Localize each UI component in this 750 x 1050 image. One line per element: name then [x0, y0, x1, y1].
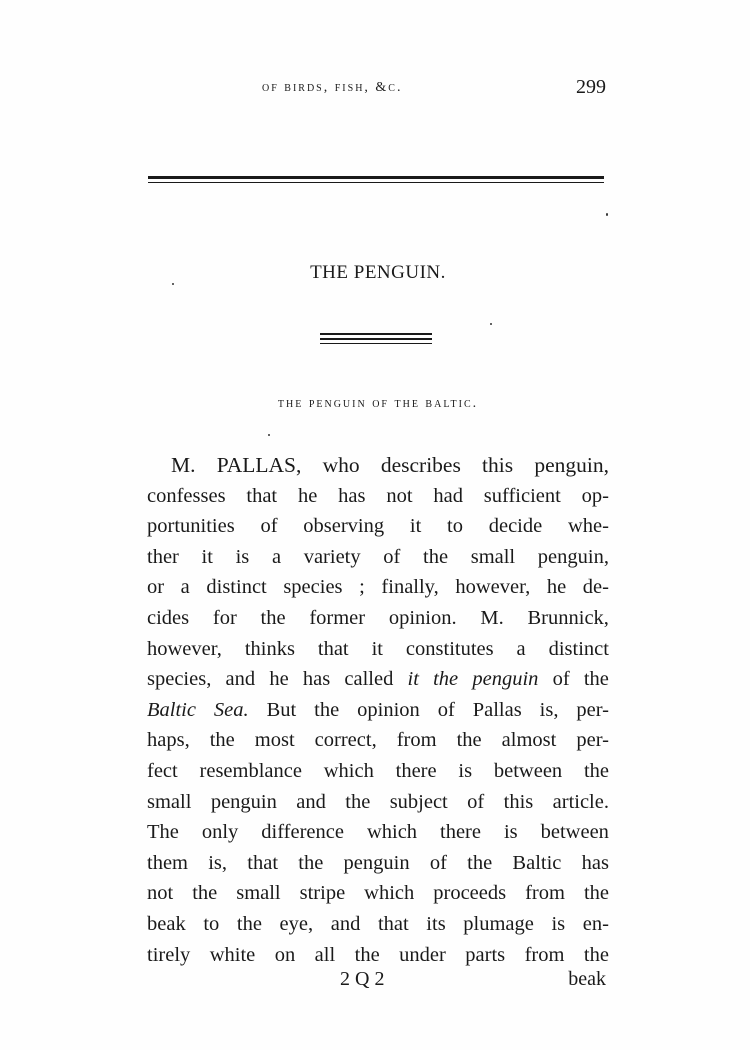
ornamental-rule-line — [320, 338, 432, 340]
body-line: fect resemblance which there is between the — [147, 759, 609, 782]
body-line: them is, that the penguin of the Baltic has — [147, 851, 609, 874]
body-paragraph — [147, 450, 609, 970]
body-line: M. PALLAS, who describes this penguin, — [171, 453, 609, 477]
ink-speck — [172, 283, 174, 285]
running-title: of birds, fish, &c. — [262, 80, 403, 95]
body-line: Baltic Sea. But the opinion of Pallas is, per- — [147, 698, 609, 721]
body-line: or a distinct species ; finally, however, he de- — [147, 576, 609, 599]
catchword: beak — [568, 968, 606, 990]
rule-thin-line — [148, 182, 604, 183]
page-number: 299 — [576, 76, 606, 98]
body-line: however, thinks that it constitutes a distinct — [147, 637, 609, 660]
ornamental-rule — [320, 333, 432, 345]
ink-speck — [606, 213, 608, 216]
body-line: species, and he has called it the penguin of the — [147, 668, 609, 691]
ink-speck — [490, 323, 492, 325]
body-line: tirely white on all the under parts from the — [147, 943, 609, 966]
ornamental-rule-line — [320, 333, 432, 335]
ornamental-rule-line — [320, 343, 432, 344]
body-line: not the small stripe which proceeds from the — [147, 882, 609, 905]
body-line: confesses that he has not had sufficient op- — [147, 484, 609, 507]
body-line: small penguin and the subject of this article. — [147, 790, 609, 813]
rule-thick-line — [148, 176, 604, 179]
running-head — [148, 74, 608, 104]
body-line: The only difference which there is between — [147, 821, 609, 844]
body-line: portunities of observing it to decide whe- — [147, 515, 609, 538]
signature-mark: 2 Q 2 — [340, 968, 385, 990]
double-rule — [148, 176, 604, 186]
footer-catchline — [148, 968, 608, 996]
body-line: beak to the eye, and that its plumage is en- — [147, 912, 609, 935]
section-title: the penguin of the baltic. — [277, 396, 479, 411]
body-line: haps, the most correct, from the almost per- — [147, 729, 609, 752]
body-line: ther it is a variety of the small penguin, — [147, 545, 609, 568]
chapter-title: THE PENGUIN. — [310, 262, 446, 283]
ink-speck — [268, 434, 270, 436]
body-line: cides for the former opinion. M. Brunnick, — [147, 606, 609, 629]
